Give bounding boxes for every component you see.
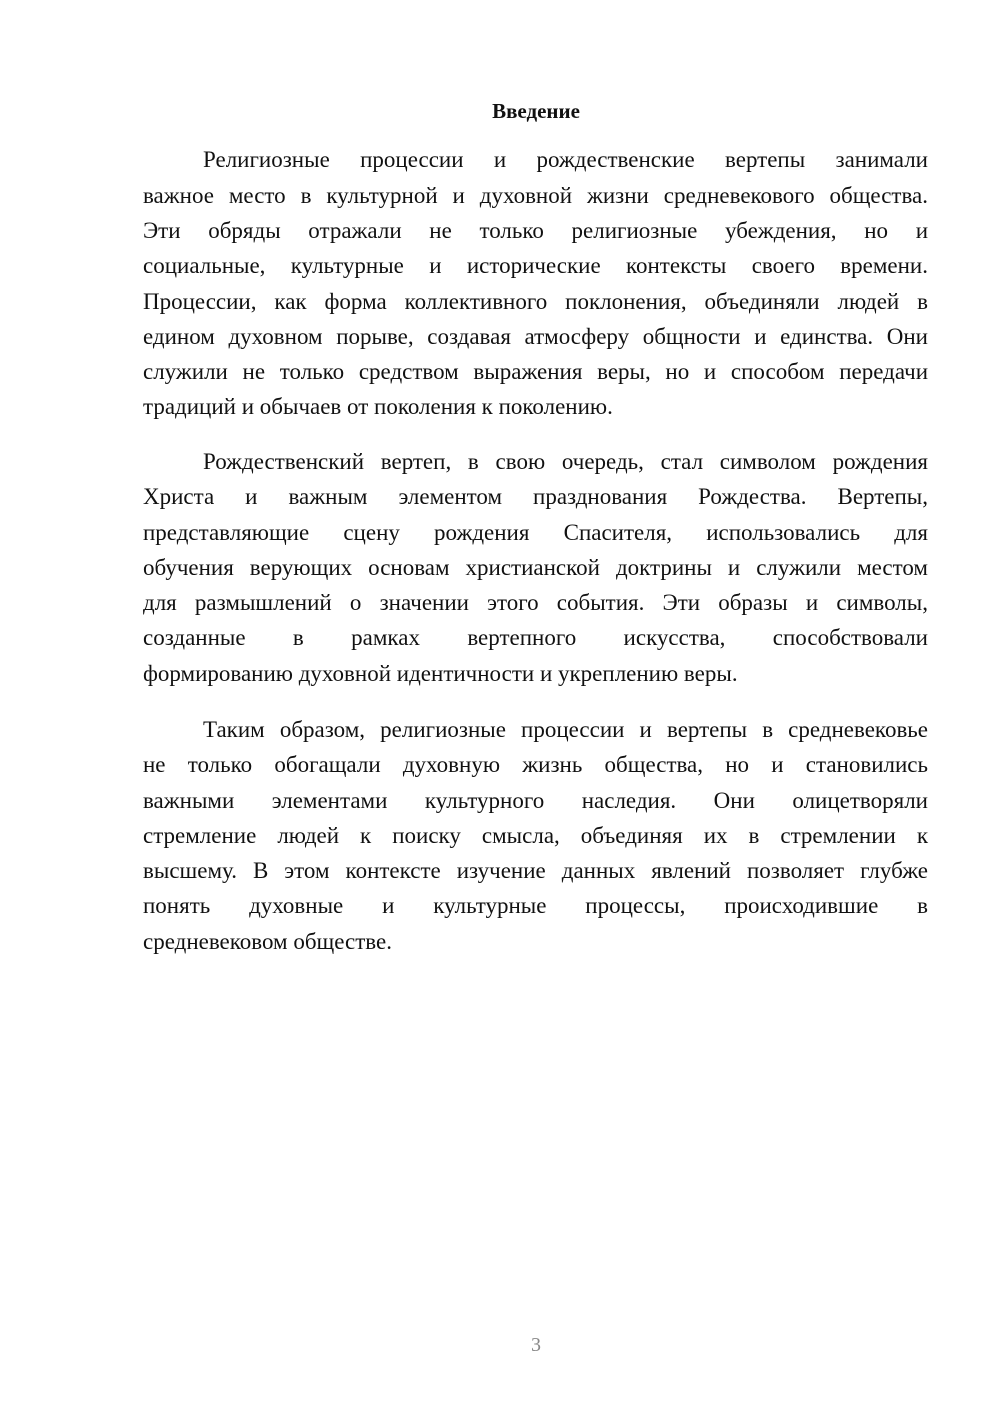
text-line: обучения верующих основам христианской доктрины и служили местом <box>143 554 928 580</box>
text-line: созданные в рамках вертепного искусства, способствовали <box>143 625 928 651</box>
text-line: социальные, культурные и исторические контексты своего времени. <box>143 253 928 279</box>
text-line: важное место в культурной и духовной жизни средневекового общества. <box>143 182 928 208</box>
paragraph-2 <box>143 444 928 691</box>
text-line: традиций и обычаев от поколения к поколению. <box>143 394 613 420</box>
text-line: Эти обряды отражали не только религиозные убеждения, но и <box>143 217 928 243</box>
text-line: понять духовные и культурные процессы, происходившие в <box>143 893 928 919</box>
paragraph-3 <box>143 712 928 959</box>
text-line: не только обогащали духовную жизнь общества, но и становились <box>143 752 928 778</box>
text-line: формированию духовной идентичности и укреплению веры. <box>143 660 738 686</box>
text-line: для размышлений о значении этого события. Эти образы и символы, <box>143 590 928 616</box>
text-line: представляющие сцену рождения Спасителя, использовались для <box>143 519 928 545</box>
page-title: Введение <box>492 99 580 123</box>
text-line: высшему. В этом контексте изучение данных явлений позволяет глубже <box>143 858 928 884</box>
text-line: Христа и важным элементом празднования Рождества. Вертепы, <box>143 484 928 510</box>
text-line: Процессии, как форма коллективного поклонения, объединяли людей в <box>143 288 928 314</box>
text-line: Таким образом, религиозные процессии и вертепы в средневековье <box>203 717 928 742</box>
text-line: средневековом обществе. <box>143 928 392 954</box>
paragraph-1 <box>143 142 928 424</box>
text-line: важными элементами культурного наследия. Они олицетворяли <box>143 787 928 813</box>
text-line: Рождественский вертеп, в свою очередь, стал символом рождения <box>203 449 928 474</box>
page-number: 3 <box>531 1334 541 1356</box>
text-line: едином духовном порыве, создавая атмосферу общности и единства. Они <box>143 323 928 349</box>
text-line: Религиозные процессии и рождественские вертепы занимали <box>203 147 928 173</box>
text-line: стремление людей к поиску смысла, объединяя их в стремлении к <box>143 822 928 848</box>
text-line: служили не только средством выражения веры, но и способом передачи <box>143 359 928 385</box>
